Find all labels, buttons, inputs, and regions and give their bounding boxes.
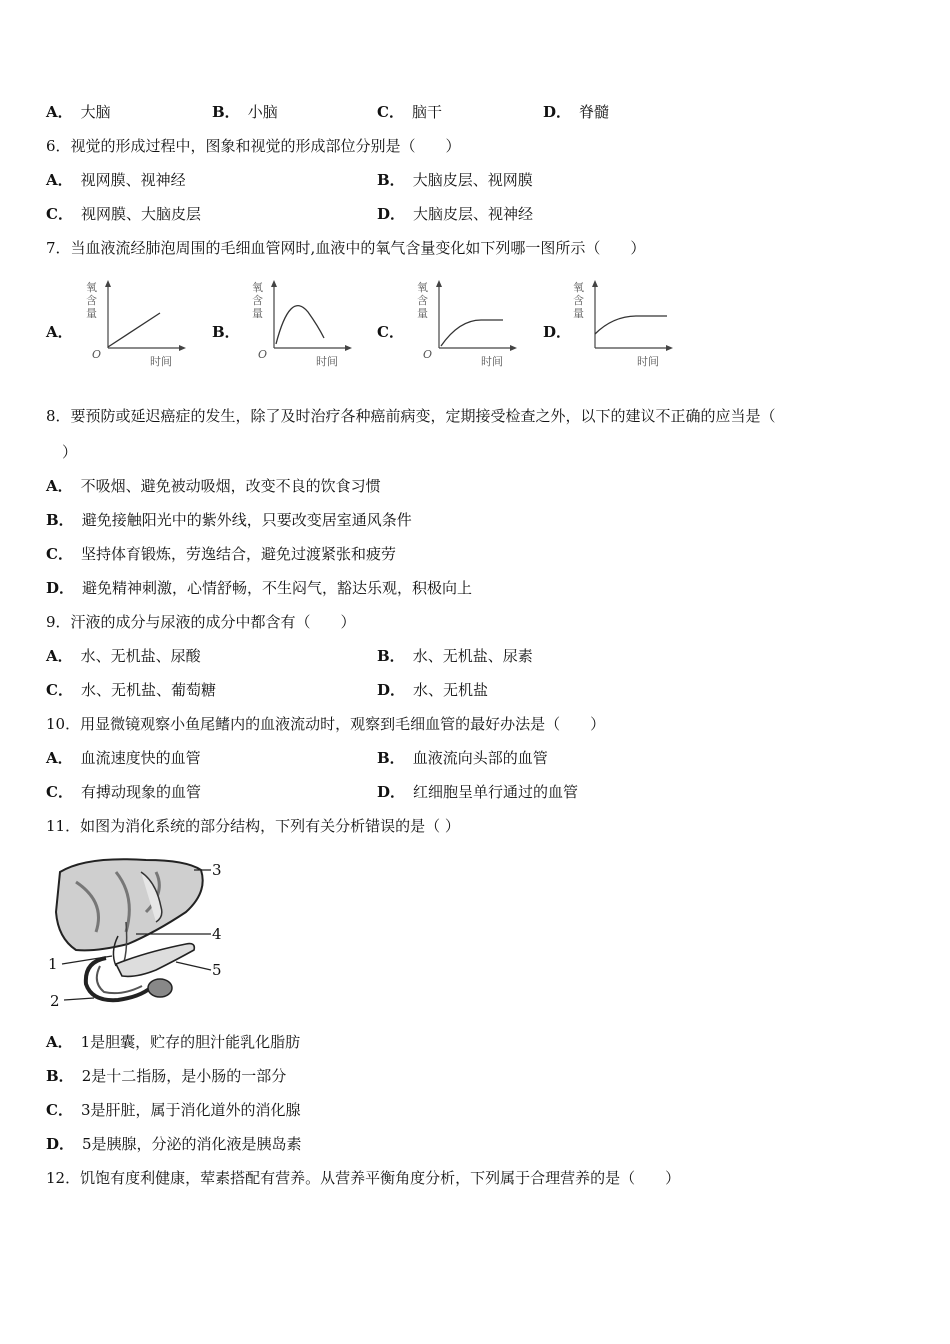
q7-option-c-label: C． bbox=[377, 323, 404, 341]
q7-graph-a-xlabel: 时间 bbox=[150, 355, 172, 368]
q7-graph-a-origin: O bbox=[92, 348, 102, 361]
q9-option-c: C． 水、无机盐、葡萄糖 bbox=[46, 681, 216, 699]
q7-graph-a-ylabel-1: 氧 bbox=[86, 281, 97, 294]
q5-option-d: D． 脊髓 bbox=[543, 103, 610, 121]
q11-option-c: C． 3是肝脏，属于消化道外的消化腺 bbox=[46, 1101, 301, 1119]
figure-label-3: 3 bbox=[212, 861, 222, 879]
q11-option-a: A． 1是胆囊，贮存的胆汁能乳化脂肪 bbox=[46, 1033, 301, 1051]
q7-graph-c-ylabel-1: 氧 bbox=[417, 281, 428, 294]
q8-option-a: A． 不吸烟、避免被动吸烟，改变不良的饮食习惯 bbox=[46, 477, 381, 495]
q9-option-a: A． 水、无机盐、尿酸 bbox=[46, 647, 201, 665]
q7-graph-d-xlabel: 时间 bbox=[637, 355, 659, 368]
q7-graph-b-curve bbox=[276, 306, 324, 344]
q11-digestive-figure bbox=[46, 852, 236, 1018]
q8-option-b: B． 避免接触阳光中的紫外线，只要改变居室通风条件 bbox=[46, 511, 412, 529]
q7-graph-a-ylabel-2: 含 bbox=[86, 294, 97, 307]
q11-stem: 11．如图为消化系统的部分结构，下列有关分析错误的是（ ） bbox=[46, 817, 460, 835]
q8-option-c: C． 坚持体育锻炼，劳逸结合，避免过渡紧张和疲劳 bbox=[46, 545, 396, 563]
figure-label-5: 5 bbox=[212, 961, 222, 979]
q7-graph-d-ylabel-1: 氧 bbox=[573, 281, 584, 294]
q6-option-a: A． 视网膜、视神经 bbox=[46, 171, 186, 189]
q10-option-c: C． 有搏动现象的血管 bbox=[46, 783, 201, 801]
q7-option-a-label: A． bbox=[46, 323, 73, 341]
q5-option-c: C． 脑干 bbox=[377, 103, 442, 121]
q6-option-c: C． 视网膜、大脑皮层 bbox=[46, 205, 201, 223]
q9-option-b: B． 水、无机盐、尿素 bbox=[377, 647, 533, 665]
q7-graph-b-ylabel-1: 氧 bbox=[252, 281, 263, 294]
q11-option-b: B． 2是十二指肠，是小肠的一部分 bbox=[46, 1067, 287, 1085]
q7-graph-c-ylabel-3: 量 bbox=[417, 307, 428, 320]
figure-label-2: 2 bbox=[50, 992, 60, 1010]
q9-stem: 9．汗液的成分与尿液的成分中都含有（ ） bbox=[46, 613, 356, 631]
q11-option-d: D． 5是胰腺，分泌的消化液是胰岛素 bbox=[46, 1135, 302, 1153]
q10-stem: 10．用显微镜观察小鱼尾鳍内的血液流动时，观察到毛细血管的最好办法是（ ） bbox=[46, 715, 606, 733]
q5-option-a: A． 大脑 bbox=[46, 103, 111, 121]
q7-graph-a-ylabel-3: 量 bbox=[86, 307, 97, 320]
q7-graph-a-curve bbox=[108, 313, 160, 347]
q7-graph-b bbox=[246, 278, 356, 372]
q7-graph-b-ylabel-3: 量 bbox=[252, 307, 263, 320]
q10-option-b: B． 血液流向头部的血管 bbox=[377, 749, 548, 767]
figure-label-4: 4 bbox=[212, 925, 222, 943]
q7-graph-c-ylabel-2: 含 bbox=[417, 294, 428, 307]
q8-stem-end: ） bbox=[62, 443, 78, 461]
q9-option-d: D． 水、无机盐 bbox=[377, 681, 489, 699]
q7-stem: 7．当血液流经肺泡周围的毛细血管网时,血液中的氧气含量变化如下列哪一图所示（ ） bbox=[46, 239, 646, 257]
q7-option-b-label: B． bbox=[212, 323, 240, 341]
q6-option-b: B． 大脑皮层、视网膜 bbox=[377, 171, 533, 189]
q7-graph-c-xlabel: 时间 bbox=[481, 355, 503, 368]
q7-graph-a bbox=[80, 278, 190, 372]
q7-graph-c-origin: O bbox=[423, 348, 433, 361]
q5-option-b: B． 小脑 bbox=[212, 103, 278, 121]
q8-option-d: D． 避免精神刺激，心情舒畅，不生闷气，豁达乐观，积极向上 bbox=[46, 579, 473, 597]
q12-stem: 12．饥饱有度利健康，荤素搭配有营养。从营养平衡角度分析，下列属于合理营养的是（ ） bbox=[46, 1169, 681, 1187]
q7-graph-d-ylabel-3: 量 bbox=[573, 307, 584, 320]
q7-graph-b-ylabel-2: 含 bbox=[252, 294, 263, 307]
q8-stem: 8．要预防或延迟癌症的发生，除了及时治疗各种癌前病变，定期接受检查之外，以下的建议不正确的应当是（ bbox=[46, 407, 776, 425]
q10-option-a: A． 血流速度快的血管 bbox=[46, 749, 201, 767]
q6-option-d: D． 大脑皮层、视神经 bbox=[377, 205, 534, 223]
q7-option-d-label: D． bbox=[543, 323, 572, 341]
q7-graph-c bbox=[411, 278, 521, 372]
q7-graph-d-ylabel-2: 含 bbox=[573, 294, 584, 307]
figure-label-1: 1 bbox=[48, 955, 58, 973]
pancreas-shape bbox=[116, 944, 194, 977]
q7-graph-b-origin: O bbox=[258, 348, 268, 361]
q10-option-d: D． 红细胞呈单行通过的血管 bbox=[377, 783, 579, 801]
q7-graph-d bbox=[567, 278, 677, 372]
q7-graph-d-curve bbox=[595, 316, 667, 334]
q7-graph-c-curve bbox=[441, 320, 503, 346]
q6-stem: 6．视觉的形成过程中，图象和视觉的形成部位分别是（ ） bbox=[46, 137, 461, 155]
q7-graph-b-xlabel: 时间 bbox=[316, 355, 338, 368]
